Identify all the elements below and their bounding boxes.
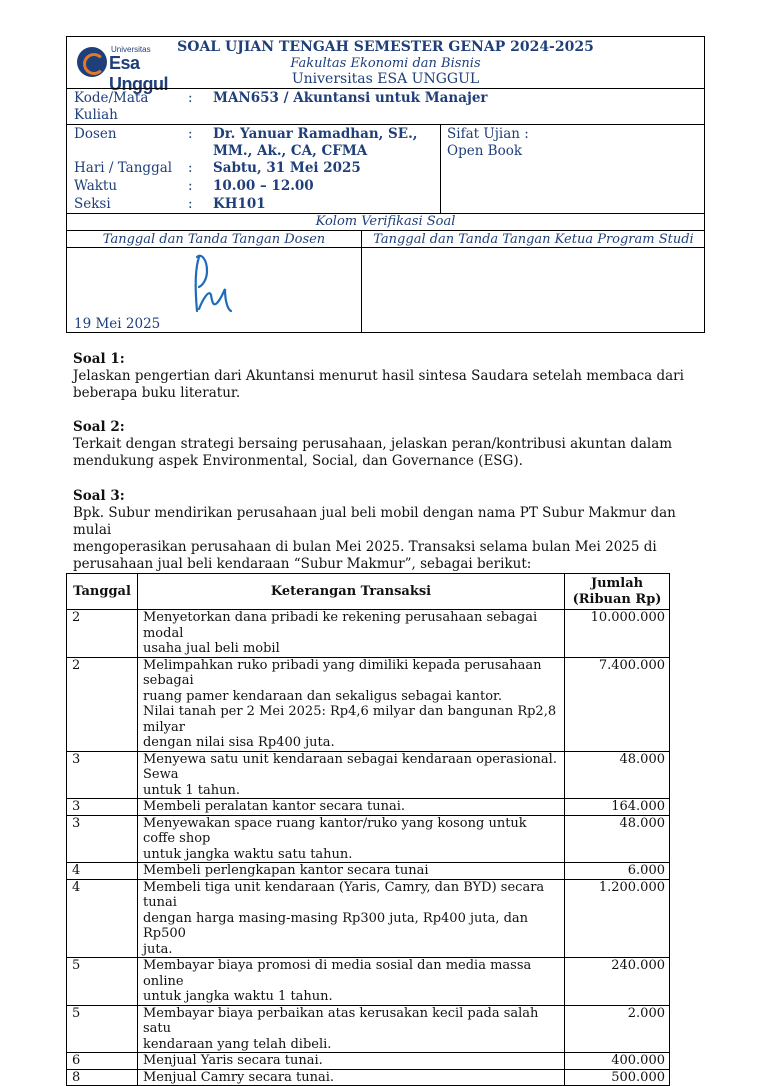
colon: : xyxy=(188,196,193,212)
description-line: untuk jangka waktu 1 tahun. xyxy=(142,989,333,1004)
question-text-line: mengoperasikan perusahaan di bulan Mei 2025. Transaksi selama bulan Mei 2025 di xyxy=(73,539,657,555)
description-line: juta. xyxy=(142,941,173,957)
description-line: Membeli tiga unit kendaraan (Yaris, Camry, dan BYD) secara tunai xyxy=(142,879,545,910)
transaction-description xyxy=(137,610,564,658)
question-text-line: beberapa buku literatur. xyxy=(73,385,241,401)
question-title: Soal 1: xyxy=(73,351,125,367)
transaction-amount: 164.000 xyxy=(565,799,670,816)
faculty-name: Fakultas Ekonomi dan Bisnis xyxy=(290,56,481,71)
table-row xyxy=(67,799,670,816)
question-text-line: mendukung aspek Environmental, Social, dan Governance (ESG). xyxy=(73,453,523,469)
question-text-line: perusahaan jual beli kendaraan “Subur Makmur”, sebagai berikut: xyxy=(73,556,532,572)
description-line: Menjual Camry secara tunai. xyxy=(142,1069,335,1085)
transaction-date: 3 xyxy=(67,799,138,816)
transaction-description xyxy=(137,879,564,958)
exam-type-label: Sifat Ujian : xyxy=(447,126,529,142)
head-signature-header: Tanggal dan Tanda Tangan Ketua Program Studi xyxy=(373,232,694,247)
transaction-date: 3 xyxy=(67,751,138,799)
question-text-line: Bpk. Subur mendirikan perusahaan jual beli mobil dengan nama PT Subur Makmur dan mulai xyxy=(73,505,676,538)
transaction-description xyxy=(137,751,564,799)
description-line: ruang pamer kendaraan dan sekaligus sebagai kantor. xyxy=(142,688,502,704)
description-column-header: Keterangan Transaksi xyxy=(137,574,564,610)
lecturer-name-2: MM., Ak., CA, CFMA xyxy=(213,143,368,159)
transaction-date: 6 xyxy=(67,1053,138,1070)
transaction-date: 2 xyxy=(67,657,138,751)
exam-time: 10.00 – 12.00 xyxy=(213,178,314,194)
transaction-amount: 48.000 xyxy=(565,815,670,863)
section-label: Seksi xyxy=(74,196,111,212)
colon: : xyxy=(188,126,193,142)
table-row xyxy=(67,1053,670,1070)
description-line: Menyewa satu unit kendaraan sebagai kendaraan operasional. Sewa xyxy=(142,751,557,782)
transaction-description xyxy=(137,863,564,880)
date-column-header: Tanggal xyxy=(67,574,138,610)
transaction-description xyxy=(137,657,564,751)
transaction-description xyxy=(137,958,564,1006)
transaction-description xyxy=(137,1053,564,1070)
description-line: Membayar biaya promosi di media sosial dan media massa online xyxy=(142,958,532,989)
description-line: dengan harga masing-masing Rp300 juta, Rp400 juta, dan Rp500 xyxy=(142,910,529,941)
description-line: kendaraan yang telah dibeli. xyxy=(142,1036,332,1052)
table-row xyxy=(67,657,670,751)
section-value: KH101 xyxy=(213,196,266,212)
question-1 xyxy=(73,351,713,402)
description-line: Membeli perlengkapan kantor secara tunai xyxy=(142,863,429,878)
transaction-amount: 10.000.000 xyxy=(565,610,670,658)
university-name: Universitas ESA UNGGUL xyxy=(291,71,480,87)
course-code-value: MAN653 / Akuntansi untuk Manajer xyxy=(213,90,488,106)
table-row xyxy=(67,958,670,1006)
transaction-description xyxy=(137,1069,564,1086)
transaction-amount: 6.000 xyxy=(565,863,670,880)
transaction-description xyxy=(137,799,564,816)
colon: : xyxy=(188,160,193,176)
description-line: Membeli peralatan kantor secara tunai. xyxy=(142,799,406,814)
table-row xyxy=(67,751,670,799)
date-label: Hari / Tanggal xyxy=(74,160,173,176)
transaction-table xyxy=(66,573,670,1086)
table-header-row xyxy=(67,574,670,610)
colon: : xyxy=(188,90,193,106)
lecturer-signature-header: Tanggal dan Tanda Tangan Dosen xyxy=(102,232,326,247)
amount-header-line-1: Jumlah xyxy=(590,576,644,591)
description-line: Membayar biaya perbaikan atas kerusakan kecil pada salah satu xyxy=(142,1005,539,1036)
transaction-amount: 2.000 xyxy=(565,1005,670,1053)
description-line: Menyetorkan dana pribadi ke rekening perusahaan sebagai modal xyxy=(142,610,538,641)
lecturer-label: Dosen xyxy=(74,126,117,142)
transaction-description xyxy=(137,1005,564,1053)
transaction-amount: 7.400.000 xyxy=(565,657,670,751)
table-row xyxy=(67,815,670,863)
logo-main-text: Esa Unggul xyxy=(109,53,168,94)
question-text-line: Jelaskan pengertian dari Akuntansi menurut hasil sintesa Saudara setelah membaca dari xyxy=(73,368,684,384)
table-row xyxy=(67,879,670,958)
transaction-amount: 240.000 xyxy=(565,958,670,1006)
table-row xyxy=(67,1069,670,1086)
description-line: usaha jual beli mobil xyxy=(142,641,280,656)
description-line: Menyewakan space ruang kantor/ruko yang kosong untuk coffe shop xyxy=(142,815,527,846)
question-2 xyxy=(73,419,713,470)
logo-small-text: Universitas xyxy=(111,45,151,54)
description-line: Melimpahkan ruko pribadi yang dimiliki kepada perusahaan sebagai xyxy=(142,657,542,688)
exam-title: SOAL UJIAN TENGAH SEMESTER GENAP 2024-2025 xyxy=(177,39,594,55)
amount-column-header xyxy=(565,574,670,610)
lecturer-name-1: Dr. Yanuar Ramadhan, SE., xyxy=(213,126,418,142)
question-title: Soal 3: xyxy=(73,488,125,504)
description-line: Menjual Yaris secara tunai. xyxy=(142,1053,323,1068)
transaction-amount: 500.000 xyxy=(565,1069,670,1086)
description-line: Nilai tanah per 2 Mei 2025: Rp4,6 milyar dan bangunan Rp2,8 milyar xyxy=(142,704,557,735)
time-label: Waktu xyxy=(74,178,118,194)
description-line: untuk jangka waktu satu tahun. xyxy=(142,846,353,862)
course-code-label-2: Kuliah xyxy=(74,107,118,123)
description-line: untuk 1 tahun. xyxy=(142,782,240,798)
transaction-date: 2 xyxy=(67,610,138,658)
table-row xyxy=(67,610,670,658)
transaction-amount: 400.000 xyxy=(565,1053,670,1070)
amount-header-line-2: (Ribuan Rp) xyxy=(572,591,662,607)
table-row xyxy=(67,1005,670,1053)
lecturer-signature-icon xyxy=(187,249,247,314)
question-3 xyxy=(73,488,713,573)
question-title: Soal 2: xyxy=(73,419,125,435)
exam-type-value: Open Book xyxy=(447,143,523,159)
transaction-description xyxy=(137,815,564,863)
transaction-date: 5 xyxy=(67,958,138,1006)
transaction-date: 8 xyxy=(67,1069,138,1086)
exam-date: Sabtu, 31 Mei 2025 xyxy=(213,160,361,176)
transaction-amount: 48.000 xyxy=(565,751,670,799)
signature-date: 19 Mei 2025 xyxy=(74,316,161,332)
course-code-label-1: Kode/Mata xyxy=(74,90,149,106)
description-line: dengan nilai sisa Rp400 juta. xyxy=(142,735,335,750)
transaction-date: 4 xyxy=(67,863,138,880)
transaction-amount: 1.200.000 xyxy=(565,879,670,958)
verification-title: Kolom Verifikasi Soal xyxy=(315,214,456,229)
question-text-line: Terkait dengan strategi bersaing perusahaan, jelaskan peran/kontribusi akuntan dalam xyxy=(73,436,673,452)
transaction-date: 5 xyxy=(67,1005,138,1053)
exam-header xyxy=(66,36,705,333)
transaction-date: 3 xyxy=(67,815,138,863)
transaction-date: 4 xyxy=(67,879,138,958)
colon: : xyxy=(188,178,193,194)
table-row xyxy=(67,863,670,880)
